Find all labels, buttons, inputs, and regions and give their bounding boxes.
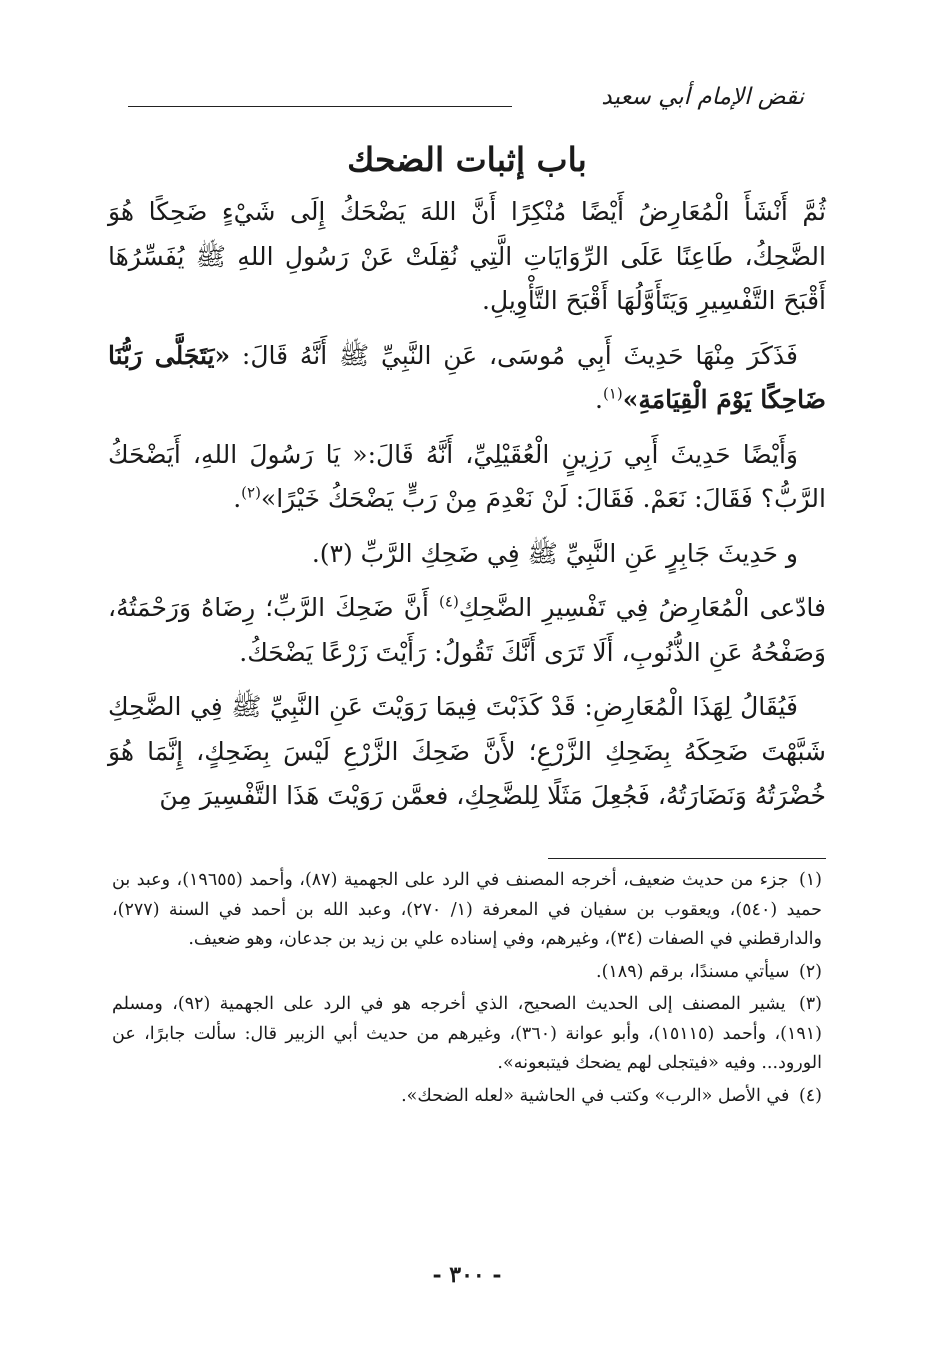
page-number: - ٣٠٠ -: [432, 1262, 502, 1288]
paragraph-5-a: فادّعى الْمُعَارِضُ فِي تَفْسِيرِ الضَّحِكِ: [458, 593, 826, 622]
footnote-4: [112, 1082, 822, 1112]
paragraph-6: فَيُقَالُ لِهَذَا الْمُعَارِضِ: قَدْ كَذَبْتَ فِيمَا رَوَيْتَ عَنِ النَّبِيِّ ﷺ فِي الضَّحِكِ شَبَّهْتَ ضَحِكَهُ بِضَحِكِ الزَّرْعِ؛ لأَنَّ ضَحِكَ الزَّرْعِ لَيْسَ بِضَحِكٍ، إِنَّمَا هُوَ خُضْرَتُهُ وَنَضَارَتُهُ، فَجُعِلَ مَثَلًا لِلضَّحِكِ، فعمَّن رَوَيْتَ هَذَا التَّفْسِيرَ مِنَ: [108, 692, 826, 810]
chapter-title: باب إثبات الضحك: [347, 140, 587, 179]
paragraph-5-b: أَنَّ ضَحِكَ الرَّبِّ؛ رِضَاهُ وَرَحْمَتُهُ، وَصَفْحُهُ عَنِ الذُّنُوبِ، أَلَا تَرَى أَنَّكَ تَقُولُ: رَأَيْتَ زَرْعًا يَضْحَكُ.: [108, 593, 826, 667]
footnote-rule: [548, 858, 826, 859]
footnote-text: جزء من حديث ضعيف، أخرجه المصنف في الرد على الجهمية (٨٧)، وأحمد (١٩٦٥٥)، وعبد بن حميد (٥٤٠)، ويعقوب بن سفيان في المعرفة (١/ ٢٧٠)، وعبد الله بن أحمد في السنة (٢٧٧)، والدارقطني في الصفات (٣٤)، وغيرهم، وفي إسناده علي بن زيد بن جدعان، وهو ضعيف.: [112, 870, 822, 949]
hadith-quote: «يَتَجَلَّى رَبُّنَا ضَاحِكًا يَوْمَ الْقِيَامَةِ»: [108, 340, 826, 414]
footnote-2: [112, 958, 822, 988]
footnote-ref-4: (٤): [439, 592, 459, 611]
running-header: [128, 84, 804, 124]
header-rule: [128, 106, 512, 107]
footnote-1: [112, 866, 822, 955]
paragraph-4: و حَدِيثَ جَابِرٍ عَنِ النَّبِيِّ ﷺ فِي ضَحِكِ الرَّبِّ (٣).: [311, 538, 798, 568]
footnote-number: (٤): [798, 1085, 822, 1106]
paragraph-1: ثُمَّ أَنْشَأَ الْمُعَارِضُ أَيْضًا مُنْكِرًا أَنَّ اللهَ يَضْحَكُ إِلَى شَيْءٍ ضَحِكًا هُوَ الضَّحِكُ، طَاعِنًا عَلَى الرِّوَايَاتِ الَّتِي نُقِلَتْ عَنْ رَسُولِ اللهِ ﷺ يُفَسِّرُهَا أَقْبَحَ التَّفْسِيرِ وَيَتَأَوَّلُهَا أَقْبَحَ التَّأْوِيلِ.: [108, 197, 826, 315]
main-text: [108, 190, 826, 829]
paragraph-5: [108, 586, 826, 675]
footnote-text: سيأتي مسندًا، برقم (١٨٩).: [596, 961, 790, 982]
footnote-ref-1: (١): [602, 384, 623, 403]
paragraph-3: [108, 433, 826, 522]
paragraph-2-intro: فَذَكَرَ مِنْهَا حَدِيثَ أَبِي مُوسَى، عَنِ النَّبِيِّ ﷺ أَنَّهُ قَالَ:: [230, 340, 798, 370]
footnote-text: في الأصل «الرب» وكتب في الحاشية «لعله الضحك».: [401, 1085, 790, 1106]
paragraph-3-end: .: [233, 484, 242, 513]
running-title: نقض الإمام أبي سعيد: [601, 84, 804, 110]
footnote-number: (١): [798, 870, 822, 890]
footnote-number: (٢): [798, 961, 822, 982]
footnote-text: يشير المصنف إلى الحديث الصحيح، الذي أخرجه هو في الرد على الجهمية (٩٢)، ومسلم (١٩١)، وأحمد (١٥١١٥)، وأبو عوانة (٣٦٠)، وغيرهم من حديث أبي الزبير قال: سألت جابرًا، عن الورود... وفيه «فيتجلى لهم يضحك فيتبعونه».: [112, 994, 822, 1073]
footnotes: [112, 866, 822, 1114]
paragraph-2: [108, 334, 826, 423]
footnote-number: (٣): [798, 994, 822, 1014]
footnote-ref-2: (٢): [241, 483, 261, 502]
footnote-3: [112, 990, 822, 1079]
paragraph-2-end: .: [594, 385, 603, 414]
paragraph-3-text: وَأَيْضًا حَدِيثَ أَبِي رَزِينٍ الْعُقَيْلِيِّ، أَنَّهُ قَالَ:« يَا رَسُولَ اللهِ، أَيَضْحَكُ الرَّبُّ؟ فَقَالَ: نَعَمْ. فَقَالَ: لَنْ نَعْدِمَ مِنْ رَبٍّ يَضْحَكُ خَيْرًا»: [108, 439, 826, 513]
